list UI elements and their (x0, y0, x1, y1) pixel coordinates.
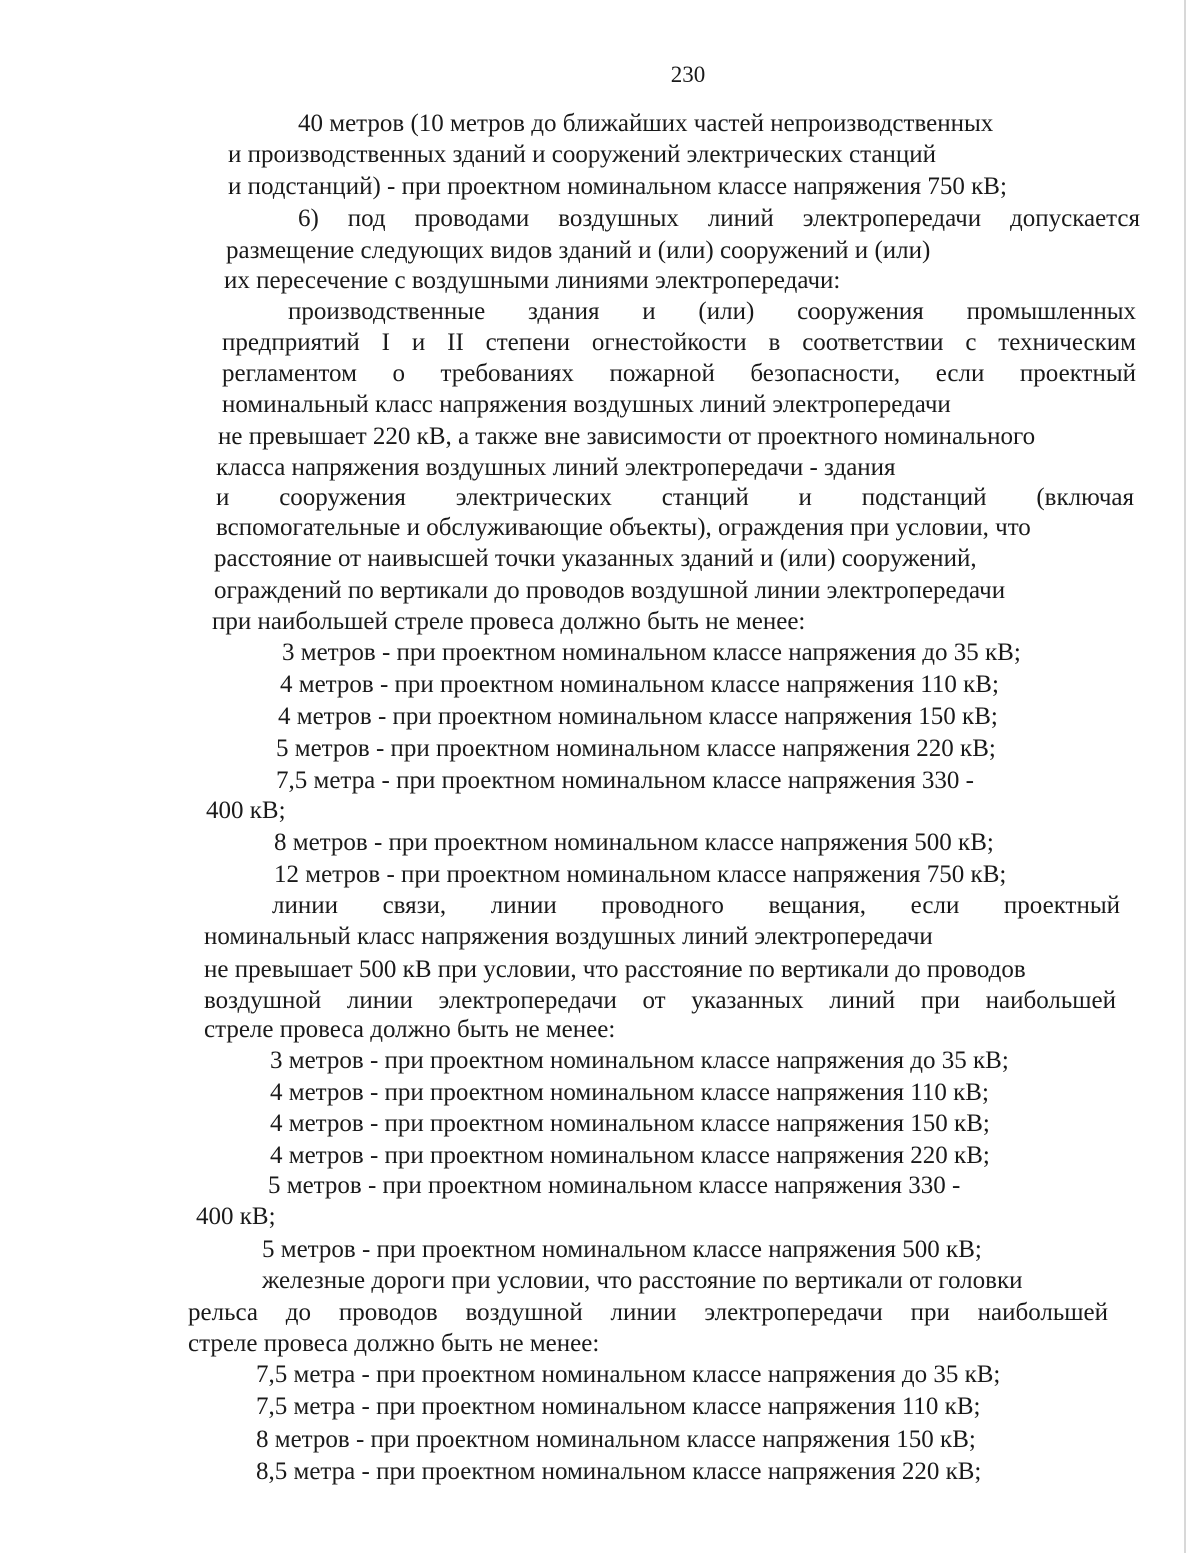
text-line: и сооружения электрических станций и подстанций (включая (216, 484, 1134, 511)
text-line: 8 метров - при проектном номинальном классе напряжения 150 кВ; (256, 1426, 976, 1453)
text-line: 400 кВ; (206, 797, 286, 824)
scan-edge-shadow (1184, 0, 1186, 1553)
text-line: 4 метров - при проектном номинальном классе напряжения 220 кВ; (270, 1142, 990, 1169)
text-line: не превышает 220 кВ, а также вне зависимости от проектного номинального (218, 423, 1036, 450)
text-line: рельса до проводов воздушной линии электропередачи при наибольшей (188, 1299, 1108, 1326)
text-line: и производственных зданий и сооружений электрических станций (228, 141, 936, 168)
text-line: 5 метров - при проектном номинальном классе напряжения 330 - (268, 1172, 961, 1199)
text-line: 4 метров - при проектном номинальном классе напряжения 150 кВ; (270, 1110, 990, 1137)
text-line: линии связи, линии проводного вещания, если проектный (272, 892, 1120, 919)
text-line: 4 метров - при проектном номинальном классе напряжения 110 кВ; (270, 1079, 989, 1106)
text-line: размещение следующих видов зданий и (или) сооружений и (или) (226, 237, 931, 264)
text-line: 8 метров - при проектном номинальном классе напряжения 500 кВ; (274, 829, 994, 856)
text-line: 3 метров - при проектном номинальном классе напряжения до 35 кВ; (282, 639, 1021, 666)
text-line: железные дороги при условии, что расстояние по вертикали от головки (262, 1267, 1023, 1294)
text-line: 4 метров - при проектном номинальном классе напряжения 110 кВ; (280, 671, 999, 698)
text-line: не превышает 500 кВ при условии, что расстояние по вертикали до проводов (204, 956, 1026, 983)
text-line: 5 метров - при проектном номинальном классе напряжения 500 кВ; (262, 1236, 982, 1263)
text-line: 7,5 метра - при проектном номинальном классе напряжения 330 - (276, 767, 974, 794)
text-line: стреле провеса должно быть не менее: (204, 1016, 616, 1043)
text-line: 12 метров - при проектном номинальном классе напряжения 750 кВ; (274, 861, 1007, 888)
page-number: 230 (670, 62, 706, 87)
text-line: регламентом о требованиях пожарной безопасности, если проектный (222, 360, 1136, 387)
text-line: 8,5 метра - при проектном номинальном классе напряжения 220 кВ; (256, 1458, 982, 1485)
text-line: 400 кВ; (196, 1203, 276, 1230)
text-line: 7,5 метра - при проектном номинальном классе напряжения 110 кВ; (256, 1393, 981, 1420)
text-line: номинальный класс напряжения воздушных линий электропередачи (222, 391, 951, 418)
text-line: 7,5 метра - при проектном номинальном классе напряжения до 35 кВ; (256, 1361, 1001, 1388)
text-line: 6) под проводами воздушных линий электропередачи допускается (298, 205, 1140, 232)
text-line: предприятий I и II степени огнестойкости в соответствии с техническим (222, 329, 1136, 356)
text-line: номинальный класс напряжения воздушных линий электропередачи (204, 923, 933, 950)
text-line: их пересечение с воздушными линиями электропередачи: (224, 267, 841, 294)
text-line: ограждений по вертикали до проводов воздушной линии электропередачи (214, 577, 1006, 604)
text-line: класса напряжения воздушных линий электропередачи - здания (216, 454, 896, 481)
text-line: расстояние от наивысшей точки указанных зданий и (или) сооружений, (214, 545, 977, 572)
text-line: и подстанций) - при проектном номинальном классе напряжения 750 кВ; (228, 173, 1007, 200)
text-line: воздушной линии электропередачи от указанных линий при наибольшей (204, 987, 1116, 1014)
text-line: 40 метров (10 метров до ближайших частей непроизводственных (298, 110, 994, 137)
text-line: 4 метров - при проектном номинальном классе напряжения 150 кВ; (278, 703, 998, 730)
text-line: производственные здания и (или) сооружения промышленных (288, 298, 1136, 325)
text-line: 5 метров - при проектном номинальном классе напряжения 220 кВ; (276, 735, 996, 762)
text-line: при наибольшей стреле провеса должно быть не менее: (212, 608, 806, 635)
text-line: вспомогательные и обслуживающие объекты), ограждения при условии, что (216, 514, 1031, 541)
text-line: стреле провеса должно быть не менее: (188, 1330, 600, 1357)
text-line: 3 метров - при проектном номинальном классе напряжения до 35 кВ; (270, 1047, 1009, 1074)
